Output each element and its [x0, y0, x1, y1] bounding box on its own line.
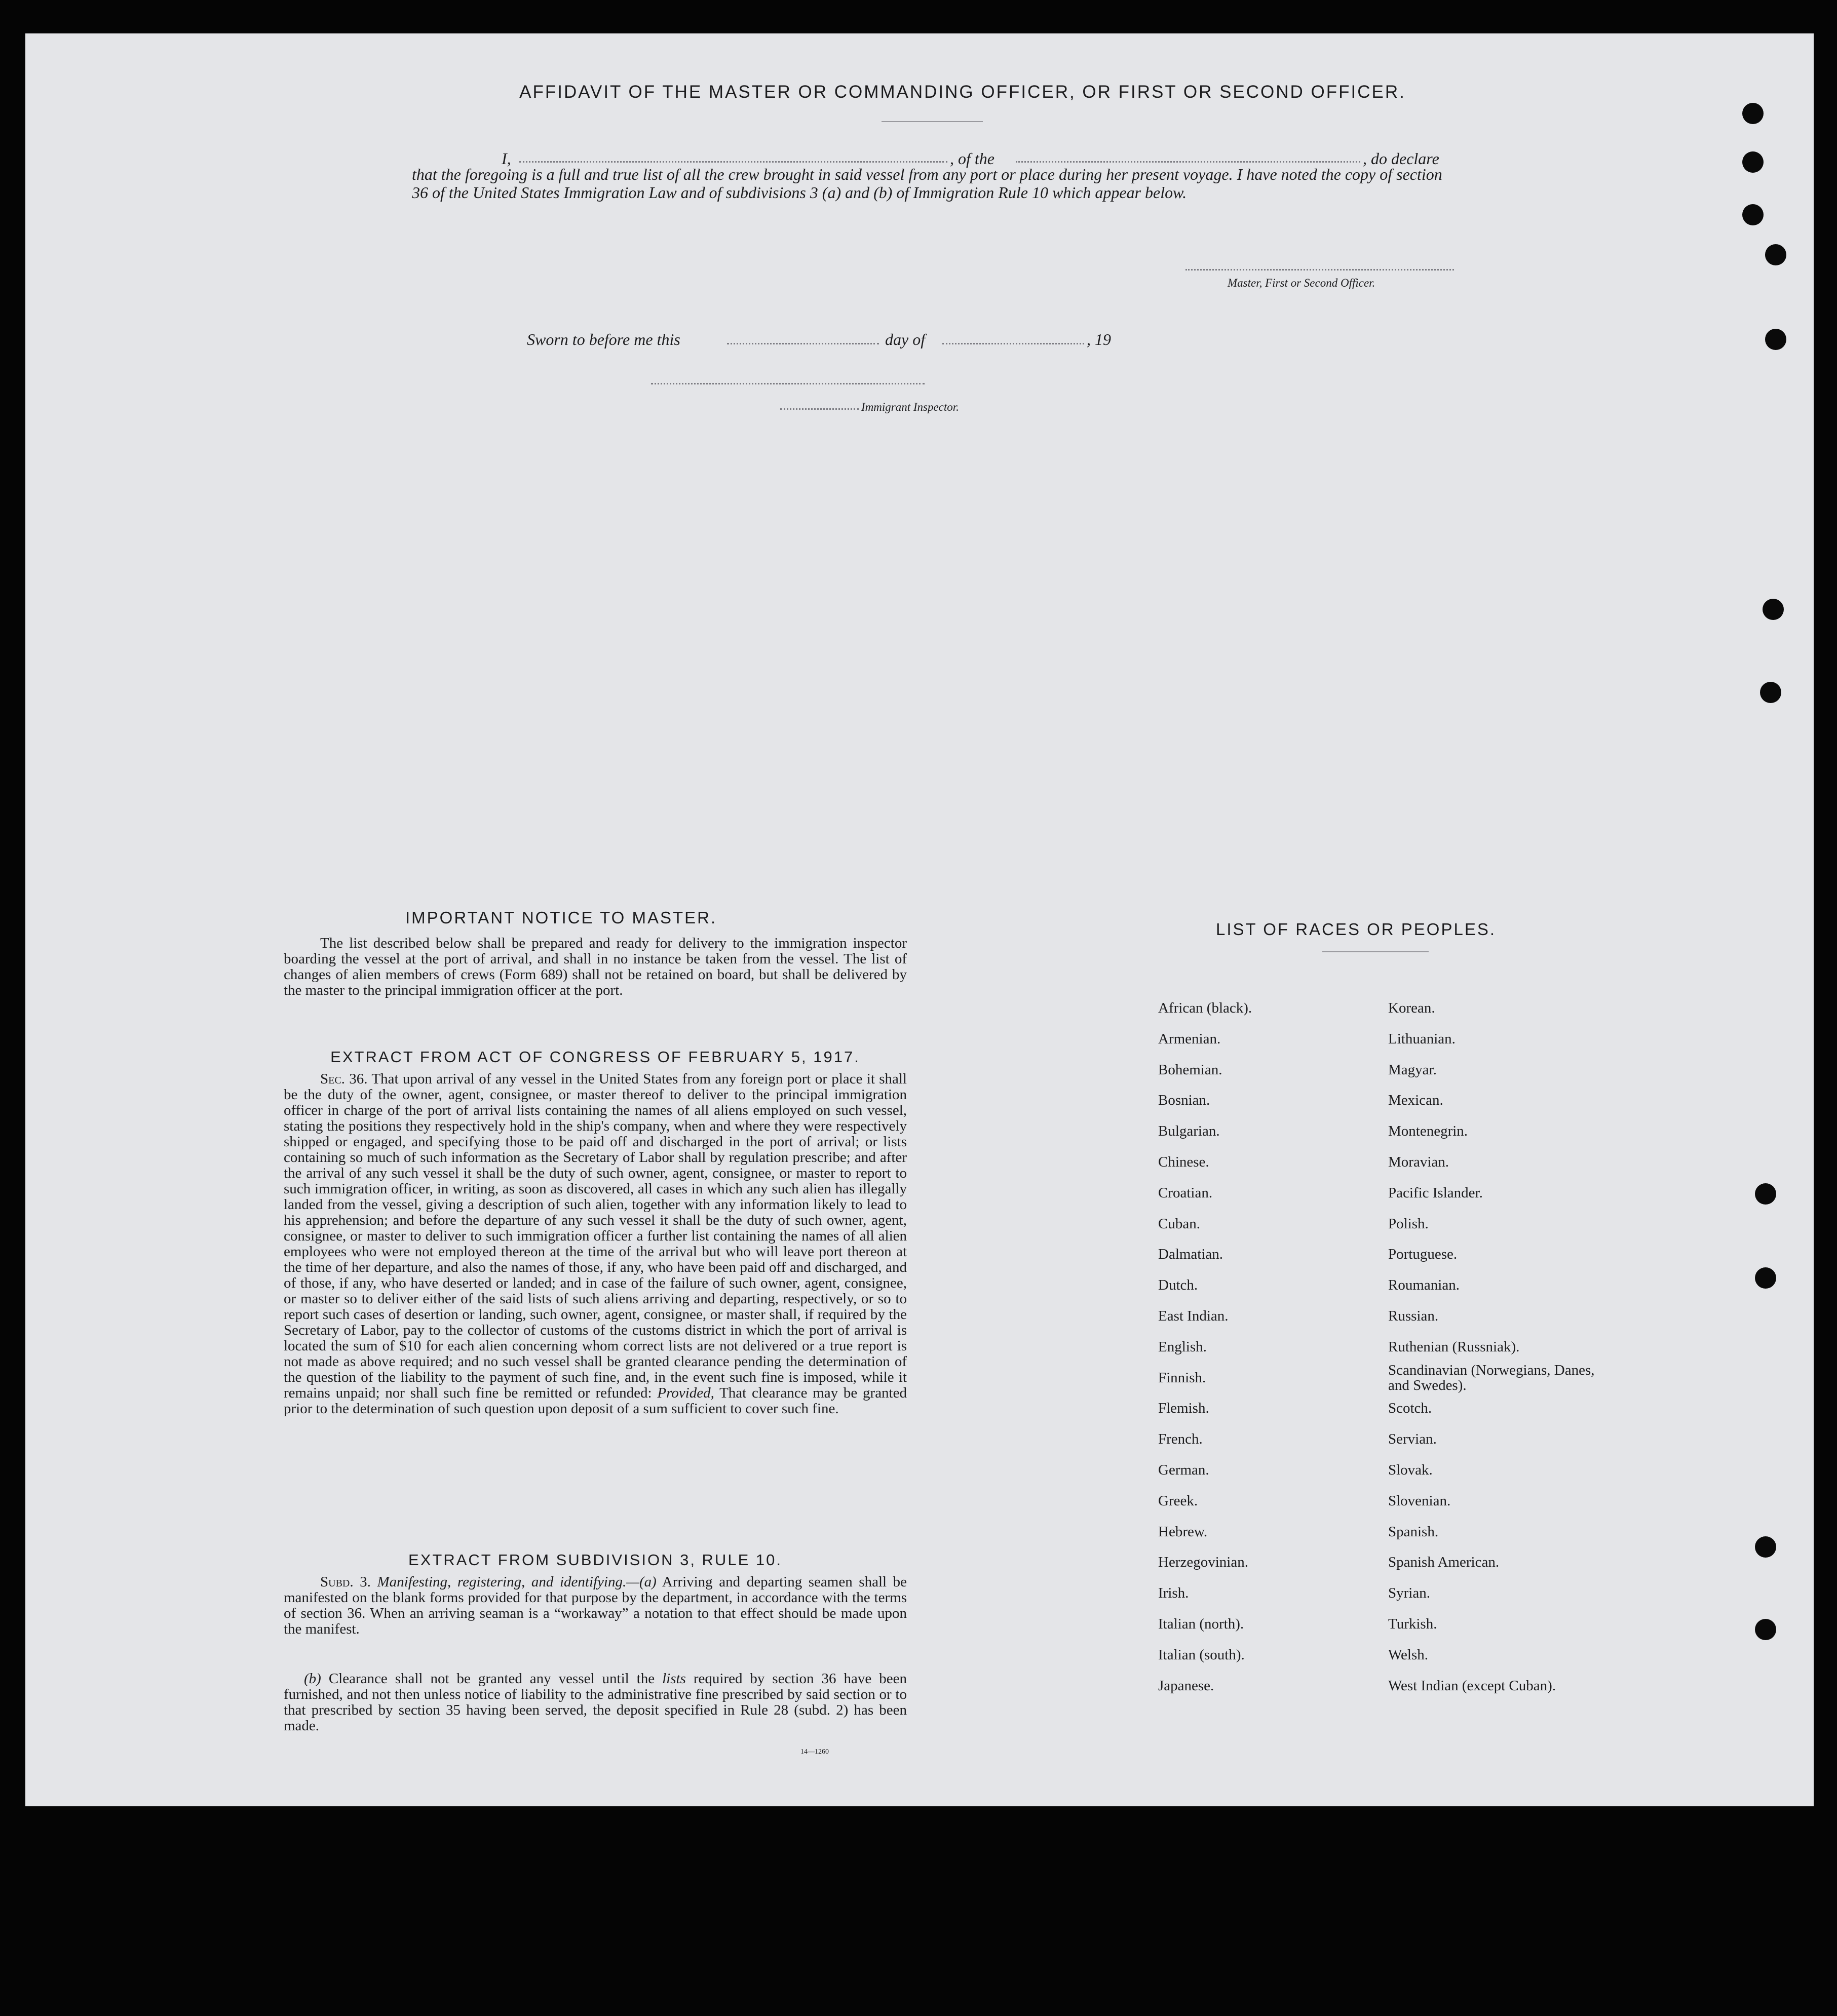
race-item: Russian. — [1388, 1308, 1439, 1324]
inspector-line[interactable] — [651, 383, 925, 384]
affidavit-paragraph: that the foregoing is a full and true list of all the crew brought in said vessel from any port or place during her present voyage. I have noted the copy of section 36 of the United States Immigration Law and of subdivisions 3 (a) and (b) of Immigration Rule 10 which appear below. — [412, 165, 1442, 202]
declare-do: , do declare — [1363, 149, 1439, 168]
subd-b-body-2: required by section 36 have been furnished, and not then unless notice of liability to the administrative fine prescribed by said section or to that prescribed by section 35 having been served, the deposit specified in Rule 28 (subd. 2) has been made. — [284, 1671, 907, 1734]
section-label: Sec. 36. — [320, 1071, 368, 1087]
race-item: Mexican. — [1388, 1092, 1443, 1109]
race-item: Scotch. — [1388, 1400, 1432, 1417]
notice-title: IMPORTANT NOTICE TO MASTER. — [405, 908, 717, 927]
race-item: Ruthenian (Russniak). — [1388, 1338, 1520, 1355]
declare-of-the: , of the — [950, 149, 994, 168]
subd-a-body: Arriving and departing seamen shall be manifested on the blank forms provided for that purpose by the department, in accordance with the terms of section 36. When an arriving seaman is a “workaway” a notation to that effect should be made upon the manifest. — [284, 1574, 907, 1637]
race-item: Irish. — [1158, 1585, 1189, 1602]
race-item: Armenian. — [1158, 1030, 1221, 1047]
binder-hole — [1742, 103, 1764, 124]
binder-hole — [1765, 244, 1786, 265]
race-item: Greek. — [1158, 1492, 1198, 1509]
race-item: Bulgarian. — [1158, 1123, 1220, 1140]
master-signature-label: Master, First or Second Officer. — [1228, 277, 1375, 289]
race-item: Spanish American. — [1388, 1554, 1500, 1571]
race-item: Slovak. — [1388, 1462, 1433, 1478]
race-item: Magyar. — [1388, 1061, 1437, 1078]
binder-hole — [1742, 204, 1764, 225]
race-item: Welsh. — [1388, 1646, 1429, 1663]
binder-hole — [1760, 682, 1781, 703]
race-item: Chinese. — [1158, 1154, 1209, 1170]
inspector-lead — [780, 408, 859, 410]
race-item: West Indian (except Cuban). — [1388, 1677, 1556, 1694]
race-item: Moravian. — [1388, 1154, 1449, 1170]
race-item: Bosnian. — [1158, 1092, 1210, 1109]
notice-body: The list described below shall be prepared and ready for delivery to the immigration inspector boarding the vessel at the port of arrival, and shall in no instance be taken from the vessel. The list of changes of alien members of crews (Form 689) shall not be retained on board, but shall be delivered by the master to the principal immigration officer at the port. — [284, 935, 907, 998]
subd-label: Subd. 3. — [320, 1574, 371, 1590]
day-of: day of — [885, 330, 926, 348]
race-item: Bohemian. — [1158, 1061, 1222, 1078]
inspector-label: Immigrant Inspector. — [861, 401, 959, 413]
binder-hole — [1755, 1619, 1776, 1640]
race-item: Italian (north). — [1158, 1616, 1244, 1632]
section-body: That upon arrival of any vessel in the United States from any foreign port or place it shall be the duty of the owner, agent, consignee, or master thereof to deliver to the principal immigration officer in charge of the port of arrival lists containing the names of all aliens employed on such vessel, stating the positions they respectively hold in the ship's company, when and where they were respectively shipped or engaged, and specifying those to be paid off and discharged in the port of arrival; or lists containing so much of such information as the Secretary of Labor shall by regulation prescribe; and after the arrival of any such vessel it shall be the duty of such owner, agent, consignee, or master to report to such immigration officer, in writing, as soon as discovered, all cases in which any such alien has illegally landed from the vessel, giving a description of such alien, together with any information likely to lead to his apprehension; and before the departure of any such vessel it shall be the duty of such owner, agent, consignee, or master to deliver to such immigration officer a further list containing the names of all alien employees who were not employed thereon at the time of the arrival but who will leave port thereon at the time of her departure, and also the names of those, if any, who have been paid off and discharged, and of those, if any, who have deserted or landed; and in case of the failure of such owner, agent, consignee, or master so to deliver either of the said lists of such aliens arriving and departing, respectively, or so to report such cases of desertion or landing, such owner, agent, consignee, or master shall, if required by the Secretary of Labor, pay to the collector of customs of the customs district in which the port of arrival is located the sum of $10 for each alien concerning whom correct lists are not delivered or a true report is not made as above required; and no such vessel shall be granted clearance pending the determination of the question of the liability to the payment of such fine, and, in the event such fine is imposed, while it remains unpaid; nor shall such fine be remitted or refunded: — [284, 1071, 907, 1401]
race-item: Spanish. — [1388, 1523, 1439, 1540]
subdivision-b-text — [284, 1671, 907, 1734]
race-item: German. — [1158, 1462, 1209, 1478]
race-item: Pacific Islander. — [1388, 1184, 1483, 1201]
sworn-before: Sworn to before me this — [527, 330, 680, 348]
day-blank[interactable] — [727, 343, 879, 344]
race-item: Korean. — [1388, 1000, 1435, 1016]
subd-b-label: (b) — [304, 1671, 321, 1687]
race-item: East Indian. — [1158, 1308, 1229, 1324]
race-item: Montenegrin. — [1388, 1123, 1468, 1140]
form-number: 14—1260 — [800, 1748, 829, 1756]
affidavit-title: AFFIDAVIT OF THE MASTER OR COMMANDING OFFICER, OR FIRST OR SECOND OFFICER. — [519, 82, 1406, 102]
declare-i: I, — [502, 149, 511, 168]
binder-hole — [1755, 1536, 1776, 1558]
races-title: LIST OF RACES OR PEOPLES. — [1216, 920, 1497, 939]
year-prefix: , 19 — [1087, 330, 1111, 348]
race-item: Herzegovinian. — [1158, 1554, 1248, 1571]
subd-b-body-1: Clearance shall not be granted any vessel until the — [328, 1671, 655, 1687]
race-item: Slovenian. — [1388, 1492, 1451, 1509]
master-signature-line[interactable] — [1185, 269, 1454, 270]
act-extract-title: EXTRACT FROM ACT OF CONGRESS OF FEBRUARY 5, 1917. — [330, 1048, 860, 1066]
proviso-text: That clearance may be granted prior to the determination of such question upon deposit of a sum sufficient to cover such fine. — [284, 1385, 907, 1417]
vessel-blank[interactable] — [1016, 161, 1360, 163]
race-item: Lithuanian. — [1388, 1030, 1456, 1047]
binder-hole — [1755, 1267, 1776, 1289]
rule-extract-title: EXTRACT FROM SUBDIVISION 3, RULE 10. — [408, 1551, 782, 1569]
race-item: African (black). — [1158, 1000, 1252, 1016]
subd-heading: Manifesting, registering, and identifying.—(a) — [377, 1574, 657, 1590]
race-item: Scandinavian (Norwegians, Danes, and Swedes). — [1388, 1362, 1595, 1393]
title-rule — [882, 121, 983, 122]
subdivision-a-text — [284, 1574, 907, 1637]
race-item: Croatian. — [1158, 1184, 1213, 1201]
name-blank[interactable] — [519, 161, 947, 163]
section-36-text — [284, 1071, 907, 1417]
proviso-word: Provided, — [657, 1385, 714, 1401]
binder-hole — [1765, 329, 1786, 350]
binder-hole — [1763, 599, 1784, 620]
race-item: Turkish. — [1388, 1616, 1437, 1632]
race-item: French. — [1158, 1431, 1203, 1448]
race-item: Finnish. — [1158, 1369, 1206, 1386]
binder-hole — [1755, 1183, 1776, 1205]
race-item: Servian. — [1388, 1431, 1437, 1448]
document-sheet — [25, 33, 1814, 1806]
race-item: Syrian. — [1388, 1585, 1430, 1602]
race-item: Japanese. — [1158, 1677, 1214, 1694]
race-item: Dalmatian. — [1158, 1246, 1223, 1263]
race-item: Italian (south). — [1158, 1646, 1245, 1663]
race-item: Hebrew. — [1158, 1523, 1208, 1540]
race-item: Cuban. — [1158, 1215, 1200, 1232]
month-blank[interactable] — [942, 343, 1084, 344]
race-item: Flemish. — [1158, 1400, 1209, 1417]
race-item: Portuguese. — [1388, 1246, 1458, 1263]
subd-b-lists: lists — [662, 1671, 686, 1687]
race-item: English. — [1158, 1338, 1207, 1355]
races-title-rule — [1322, 951, 1429, 952]
race-item: Polish. — [1388, 1215, 1429, 1232]
race-item: Roumanian. — [1388, 1277, 1460, 1294]
binder-hole — [1742, 151, 1764, 173]
race-item: Dutch. — [1158, 1277, 1198, 1294]
